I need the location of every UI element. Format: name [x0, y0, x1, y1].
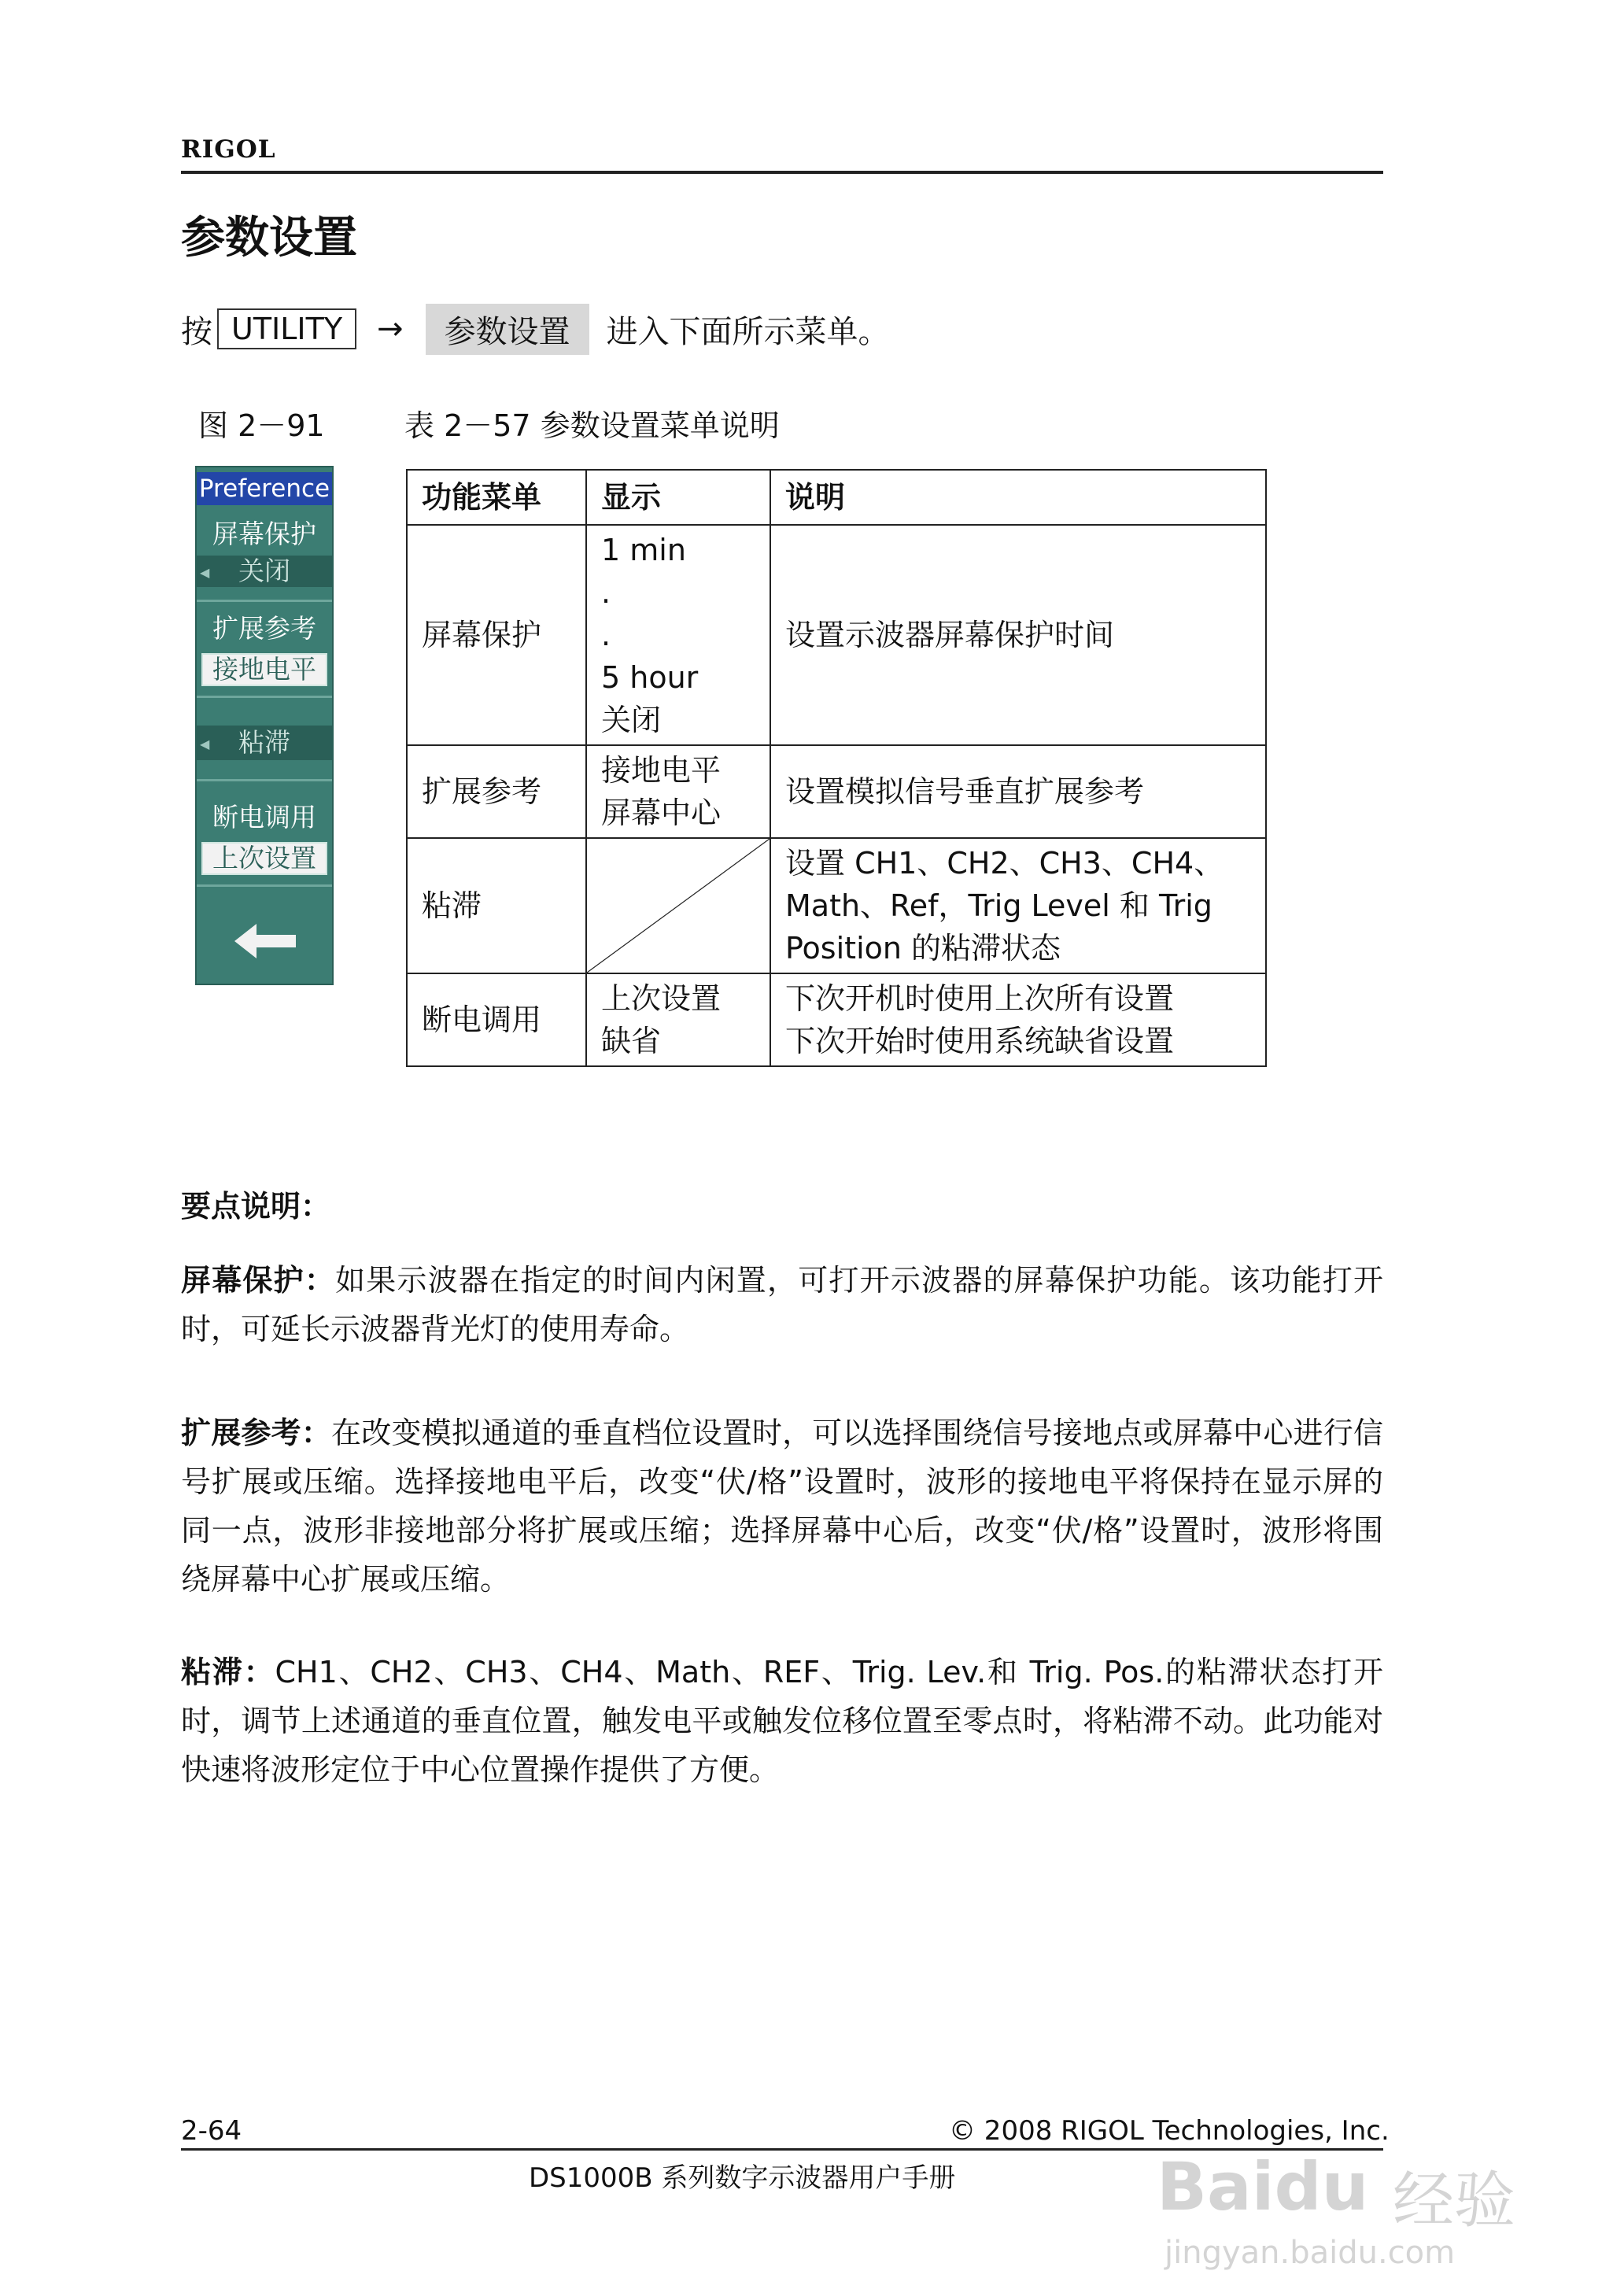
cell-func: 屏幕保护: [407, 525, 586, 745]
cell-func: 粘滞: [407, 838, 586, 973]
note-text: 如果示波器在指定的时间内闲置，可打开示波器的屏幕保护功能。该功能打开时，可延长示波器背光灯的使用寿命。: [181, 1263, 1383, 1346]
table-row: [407, 745, 1266, 838]
diagonal-slash: [587, 839, 770, 973]
arrow-icon: →: [377, 311, 404, 347]
desc-line: 下次开机时使用上次所有设置: [785, 981, 1175, 1016]
cell-display-empty: [586, 838, 770, 973]
menu-table: [406, 469, 1267, 1067]
desc-line: Math、Ref，Trig Level 和 Trig: [785, 888, 1212, 923]
cell-display: [586, 973, 770, 1066]
scope-menu: [195, 466, 334, 985]
section-title: 参数设置: [181, 212, 357, 264]
table-row: [407, 973, 1266, 1066]
menu-item-screensaver: 屏幕保护: [212, 519, 316, 549]
watermark-cn: 经验: [1393, 2166, 1516, 2236]
note-text: 在改变模拟通道的垂直档位设置时，可以选择围绕信号接地点或屏幕中心进行信号扩展或压缩。选择接地电平后，改变“伏/格”设置时，波形的接地电平将保持在显示屏的同一点，波形非接地部分将扩展或压缩；选择屏幕中心后，改变“伏/格”设置时，波形将围绕屏幕中心扩展或压缩。: [181, 1416, 1383, 1597]
display-line: 屏幕中心: [601, 796, 722, 830]
menu-item-expand-ref: 扩展参考: [212, 613, 316, 644]
cell-desc: [770, 838, 1266, 973]
baidu-watermark: [1157, 2117, 1566, 2282]
note-label: 扩展参考：: [181, 1416, 332, 1450]
softkey-label: 参数设置: [426, 304, 589, 355]
note-screensaver: [181, 1256, 1383, 1353]
note-expand-ref: [181, 1409, 1383, 1604]
display-line: 上次设置: [601, 981, 722, 1016]
menu-separator: [197, 779, 332, 781]
return-arrow-icon: [230, 918, 301, 962]
manual-title: DS1000B 系列数字示波器用户手册: [529, 2162, 956, 2194]
cell-display: [586, 525, 770, 745]
table-caption: 表 2－57 参数设置菜单说明: [404, 408, 780, 443]
header-rule: [181, 171, 1383, 174]
table-header-desc: 说明: [770, 470, 1266, 525]
display-line: 5 hour: [601, 660, 699, 695]
display-line: 接地电平: [601, 753, 722, 788]
display-line: .: [601, 575, 611, 610]
figure-caption: 图 2－91: [198, 408, 325, 443]
display-line: 缺省: [601, 1024, 662, 1058]
note-label: 屏幕保护：: [181, 1263, 336, 1298]
cell-desc: 设置模拟信号垂直扩展参考: [770, 745, 1266, 838]
menu-value-screensaver: 关闭: [197, 556, 332, 587]
instruction-suffix: 进入下面所示菜单。: [606, 313, 890, 350]
display-line: 关闭: [601, 703, 662, 737]
cell-func: 断电调用: [407, 973, 586, 1066]
menu-value-expand-ref: 接地电平: [201, 653, 327, 686]
menu-item-power-recall: 断电调用: [212, 802, 316, 833]
note-text: CH1、CH2、CH3、CH4、Math、REF、Trig. Lev.和 Trig. Pos.的粘滞状态打开时，调节上述通道的垂直位置，触发电平或触发位移位置至零点时，将粘滞不动。此功能对快速将波形定位于中心位置操作提供了方便。: [181, 1655, 1383, 1787]
note-sticky: [181, 1648, 1383, 1794]
menu-item-sticky: 粘滞: [197, 726, 332, 760]
desc-line: 下次开始时使用系统缺省设置: [785, 1024, 1175, 1058]
desc-line: 设置 CH1、CH2、CH3、CH4、: [785, 846, 1224, 881]
desc-line: Position 的粘滞状态: [785, 931, 1061, 966]
table-header-display: 显示: [586, 470, 770, 525]
watermark-brand: Baidu: [1157, 2148, 1369, 2225]
display-line: .: [601, 618, 611, 652]
table-header-func: 功能菜单: [407, 470, 586, 525]
note-label: 粘滞：: [181, 1655, 275, 1689]
menu-title: Preference: [197, 472, 332, 505]
cell-desc: 设置示波器屏幕保护时间: [770, 525, 1266, 745]
menu-separator: [197, 600, 332, 602]
instruction-prefix: 按: [181, 313, 212, 350]
menu-value-power-recall: 上次设置: [201, 842, 327, 875]
utility-key: UTILITY: [217, 308, 356, 349]
brand-logo: RIGOL: [181, 135, 276, 164]
left-triangle-icon: ◀: [200, 565, 210, 580]
display-line: 1 min: [601, 533, 686, 567]
cell-func: 扩展参考: [407, 745, 586, 838]
watermark-url: jingyan.baidu.com: [1164, 2235, 1456, 2271]
notes-heading: 要点说明：: [181, 1189, 331, 1224]
table-row: [407, 525, 1266, 745]
table-row: [407, 838, 1266, 973]
copyright: © 2008 RIGOL Technologies, Inc.: [949, 2115, 1390, 2147]
left-triangle-icon: ◀: [200, 737, 210, 751]
page-number: 2-64: [181, 2115, 242, 2147]
cell-display: [586, 745, 770, 838]
instruction-line: [181, 305, 890, 353]
cell-desc: [770, 973, 1266, 1066]
menu-separator: [197, 696, 332, 698]
menu-separator: [197, 884, 332, 887]
